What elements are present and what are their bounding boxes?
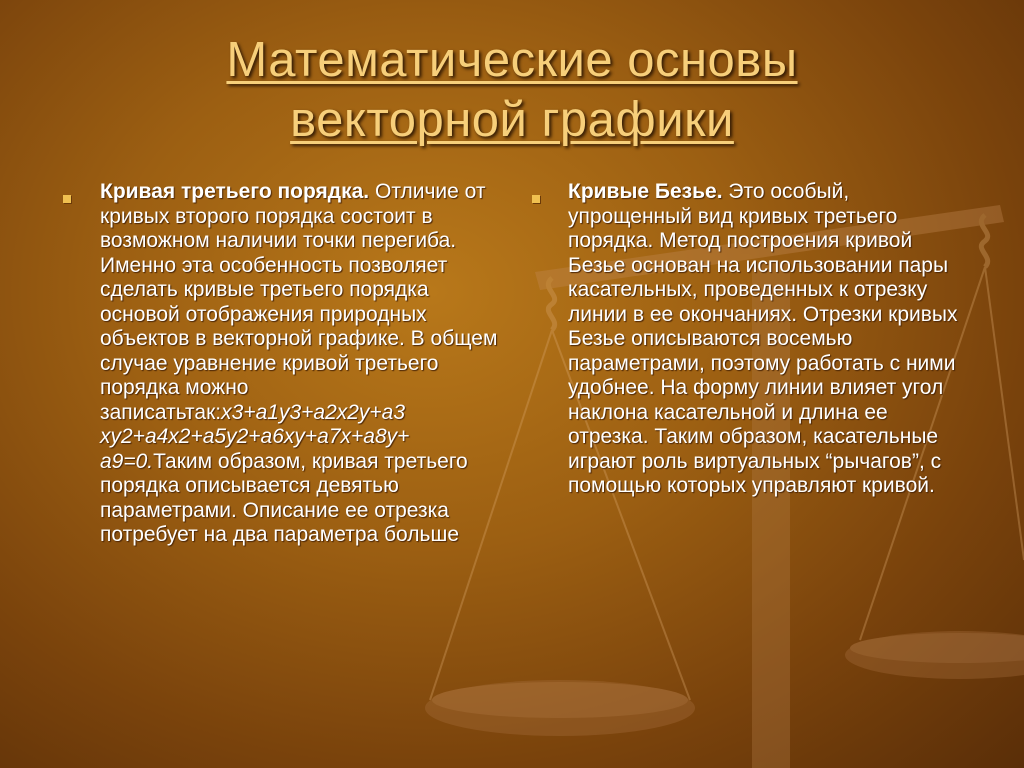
square-bullet-icon [63,195,71,203]
left-text-1: Отличие от кривых второго порядка состоит в возможном наличии точки перегиба. Именно эта особенность позволяет сделать кривые третьего порядка основой отображения природных объектов в векторной графике. В общем случае уравнение кривой третьего порядка можно записатьтак: [100,180,498,424]
right-column [568,180,968,499]
right-text: Это особый, упрощенный вид кривых третьего порядка. Метод построения кривой Безье основан на использовании пары касательных, проведенных к отрезку линии в ее окончаниях. Отрезки кривых Безье описываются восемью параметрами, поэтому работать с ними удобнее. На форму линии влияет угол наклона касательной и длина ее отрезка. Таким образом, касательные играют роль виртуальных “рычагов”, с помощью которых управляют кривой. [568,180,958,497]
slide-title [90,30,934,150]
title-line-1: Математические основы [226,33,798,87]
left-column [100,180,505,548]
left-heading: Кривая третьего порядка. [100,180,370,203]
right-heading: Кривые Безье. [568,180,723,203]
right-paragraph [568,180,968,499]
square-bullet-icon [532,195,540,203]
cubic-curve-formula: x3+a1y3+a2x2y+a3 xy2+a4x2+a5y2+a6xy+a7x+a8y+ a9=0. [100,400,410,473]
left-paragraph [100,180,505,548]
title-line-2: векторной графики [290,93,734,147]
left-text-2: Таким образом, кривая третьего порядка описывается девятью параметрами. Описание ее отрезка потребует на два параметра больше [100,449,468,546]
